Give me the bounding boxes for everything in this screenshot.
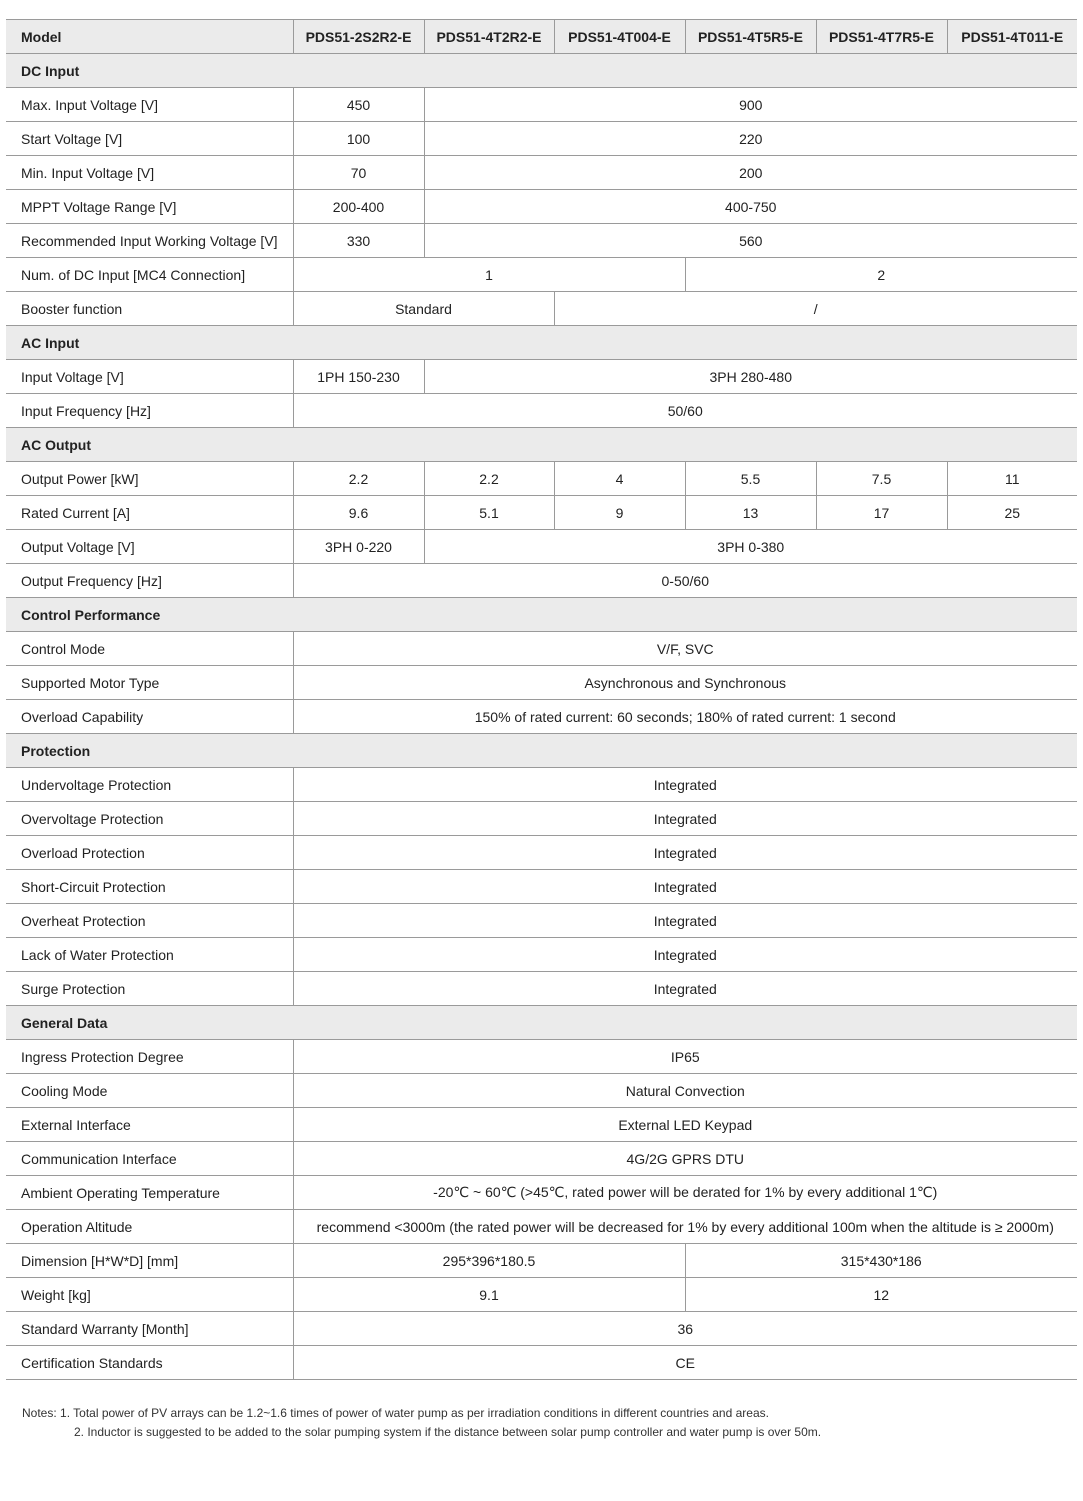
value-cell: 3PH 0-220	[293, 530, 424, 564]
value-cell: -20℃ ~ 60℃ (>45℃, rated power will be derated for 1% by every additional 1℃)	[293, 1176, 1077, 1210]
value-cell: 220	[424, 122, 1077, 156]
table-row	[6, 190, 1077, 224]
value-cell: recommend <3000m (the rated power will be decreased for 1% by every additional 100m when the altitude is ≥ 2000m)	[293, 1210, 1077, 1244]
table-row	[6, 122, 1077, 156]
section-header	[6, 1006, 1077, 1040]
value-cell: 4	[554, 462, 685, 496]
table-row	[6, 1176, 1077, 1210]
table-row	[6, 666, 1077, 700]
table-row	[6, 156, 1077, 190]
value-cell: 560	[424, 224, 1077, 258]
row-label: Overheat Protection	[6, 904, 293, 938]
table-row	[6, 1210, 1077, 1244]
table-row	[6, 496, 1077, 530]
table-row	[6, 224, 1077, 258]
model-header: PDS51-2S2R2-E	[293, 20, 424, 54]
value-cell: 25	[947, 496, 1077, 530]
row-label: Input Frequency [Hz]	[6, 394, 293, 428]
table-row	[6, 802, 1077, 836]
table-row	[6, 258, 1077, 292]
row-label: Control Mode	[6, 632, 293, 666]
table-row	[6, 462, 1077, 496]
value-cell: 9.1	[293, 1278, 685, 1312]
row-label: Output Frequency [Hz]	[6, 564, 293, 598]
value-cell: 13	[685, 496, 816, 530]
model-header: PDS51-4T004-E	[554, 20, 685, 54]
value-cell: 100	[293, 122, 424, 156]
value-cell: 5.5	[685, 462, 816, 496]
value-cell: 50/60	[293, 394, 1077, 428]
value-cell: 7.5	[816, 462, 947, 496]
table-row	[6, 700, 1077, 734]
value-cell: Natural Convection	[293, 1074, 1077, 1108]
value-cell: 1PH 150-230	[293, 360, 424, 394]
row-label: Short-Circuit Protection	[6, 870, 293, 904]
row-label: Input Voltage [V]	[6, 360, 293, 394]
note-2: 2. Inductor is suggested to be added to the solar pumping system if the distance between solar pump controller and water pump is over 50m.	[74, 1425, 822, 1439]
model-header: PDS51-4T5R5-E	[685, 20, 816, 54]
row-label: Overload Capability	[6, 700, 293, 734]
table-row	[6, 836, 1077, 870]
row-label: Surge Protection	[6, 972, 293, 1006]
row-label: Max. Input Voltage [V]	[6, 88, 293, 122]
model-header: PDS51-4T7R5-E	[816, 20, 947, 54]
row-label: Dimension [H*W*D] [mm]	[6, 1244, 293, 1278]
value-cell: CE	[293, 1346, 1077, 1380]
row-label: Output Voltage [V]	[6, 530, 293, 564]
value-cell: 315*430*186	[685, 1244, 1077, 1278]
table-row	[6, 1278, 1077, 1312]
row-label: Output Power [kW]	[6, 462, 293, 496]
value-cell: Integrated	[293, 836, 1077, 870]
value-cell: 2.2	[293, 462, 424, 496]
table-row	[6, 1346, 1077, 1380]
row-label: Standard Warranty [Month]	[6, 1312, 293, 1346]
table-row	[6, 632, 1077, 666]
value-cell: 4G/2G GPRS DTU	[293, 1142, 1077, 1176]
model-label: Model	[6, 20, 293, 54]
value-cell: 70	[293, 156, 424, 190]
row-label: Cooling Mode	[6, 1074, 293, 1108]
value-cell: 2	[685, 258, 1077, 292]
row-label: Overvoltage Protection	[6, 802, 293, 836]
value-cell: Integrated	[293, 972, 1077, 1006]
value-cell: Standard	[293, 292, 554, 326]
table-row	[6, 938, 1077, 972]
value-cell: /	[554, 292, 1077, 326]
section-header	[6, 428, 1077, 462]
value-cell: 450	[293, 88, 424, 122]
table-row	[6, 972, 1077, 1006]
row-label: Ingress Protection Degree	[6, 1040, 293, 1074]
row-label: Overload Protection	[6, 836, 293, 870]
row-label: Lack of Water Protection	[6, 938, 293, 972]
table-row	[6, 768, 1077, 802]
value-cell: Integrated	[293, 904, 1077, 938]
row-label: Communication Interface	[6, 1142, 293, 1176]
value-cell: 2.2	[424, 462, 554, 496]
row-label: Rated Current [A]	[6, 496, 293, 530]
table-row	[6, 1244, 1077, 1278]
row-label: Recommended Input Working Voltage [V]	[6, 224, 293, 258]
value-cell: 0-50/60	[293, 564, 1077, 598]
value-cell: 295*396*180.5	[293, 1244, 685, 1278]
spec-table	[6, 19, 1077, 1380]
table-row	[6, 394, 1077, 428]
value-cell: 200-400	[293, 190, 424, 224]
table-row	[6, 530, 1077, 564]
model-header: PDS51-4T2R2-E	[424, 20, 554, 54]
row-label: Supported Motor Type	[6, 666, 293, 700]
section-header	[6, 734, 1077, 768]
section-title: Protection	[6, 734, 1077, 768]
value-cell: IP65	[293, 1040, 1077, 1074]
row-label: Ambient Operating Temperature	[6, 1176, 293, 1210]
note-1: Notes: 1. Total power of PV arrays can be 1.2~1.6 times of power of water pump as per irradiation conditions in different countries and areas.	[22, 1406, 769, 1420]
value-cell: 11	[947, 462, 1077, 496]
row-label: Certification Standards	[6, 1346, 293, 1380]
table-row	[6, 1040, 1077, 1074]
table-row	[6, 1074, 1077, 1108]
section-title: Control Performance	[6, 598, 1077, 632]
row-label: Min. Input Voltage [V]	[6, 156, 293, 190]
section-header	[6, 598, 1077, 632]
table-row	[6, 1142, 1077, 1176]
value-cell: Integrated	[293, 802, 1077, 836]
row-label: MPPT Voltage Range [V]	[6, 190, 293, 224]
table-row	[6, 564, 1077, 598]
row-label: External Interface	[6, 1108, 293, 1142]
value-cell: Integrated	[293, 870, 1077, 904]
row-label: Weight [kg]	[6, 1278, 293, 1312]
value-cell: 5.1	[424, 496, 554, 530]
section-title: AC Input	[6, 326, 1077, 360]
value-cell: Integrated	[293, 938, 1077, 972]
value-cell: V/F, SVC	[293, 632, 1077, 666]
value-cell: External LED Keypad	[293, 1108, 1077, 1142]
section-title: AC Output	[6, 428, 1077, 462]
row-label: Start Voltage [V]	[6, 122, 293, 156]
value-cell: 200	[424, 156, 1077, 190]
value-cell: 900	[424, 88, 1077, 122]
table-row	[6, 360, 1077, 394]
table-row	[6, 88, 1077, 122]
table-row	[6, 904, 1077, 938]
section-title: General Data	[6, 1006, 1077, 1040]
value-cell: 17	[816, 496, 947, 530]
value-cell: 400-750	[424, 190, 1077, 224]
value-cell: Asynchronous and Synchronous	[293, 666, 1077, 700]
table-row	[6, 1312, 1077, 1346]
value-cell: 3PH 0-380	[424, 530, 1077, 564]
table-row	[6, 292, 1077, 326]
table-row	[6, 870, 1077, 904]
value-cell: 1	[293, 258, 685, 292]
value-cell: Integrated	[293, 768, 1077, 802]
row-label: Num. of DC Input [MC4 Connection]	[6, 258, 293, 292]
value-cell: 12	[685, 1278, 1077, 1312]
section-header	[6, 326, 1077, 360]
section-header	[6, 54, 1077, 88]
value-cell: 9.6	[293, 496, 424, 530]
value-cell: 9	[554, 496, 685, 530]
value-cell: 330	[293, 224, 424, 258]
section-title: DC Input	[6, 54, 1077, 88]
value-cell: 3PH 280-480	[424, 360, 1077, 394]
header-row	[6, 20, 1077, 54]
value-cell: 36	[293, 1312, 1077, 1346]
model-header: PDS51-4T011-E	[947, 20, 1077, 54]
value-cell: 150% of rated current: 60 seconds; 180% of rated current: 1 second	[293, 700, 1077, 734]
row-label: Booster function	[6, 292, 293, 326]
table-row	[6, 1108, 1077, 1142]
notes	[22, 1404, 821, 1442]
row-label: Operation Altitude	[6, 1210, 293, 1244]
row-label: Undervoltage Protection	[6, 768, 293, 802]
